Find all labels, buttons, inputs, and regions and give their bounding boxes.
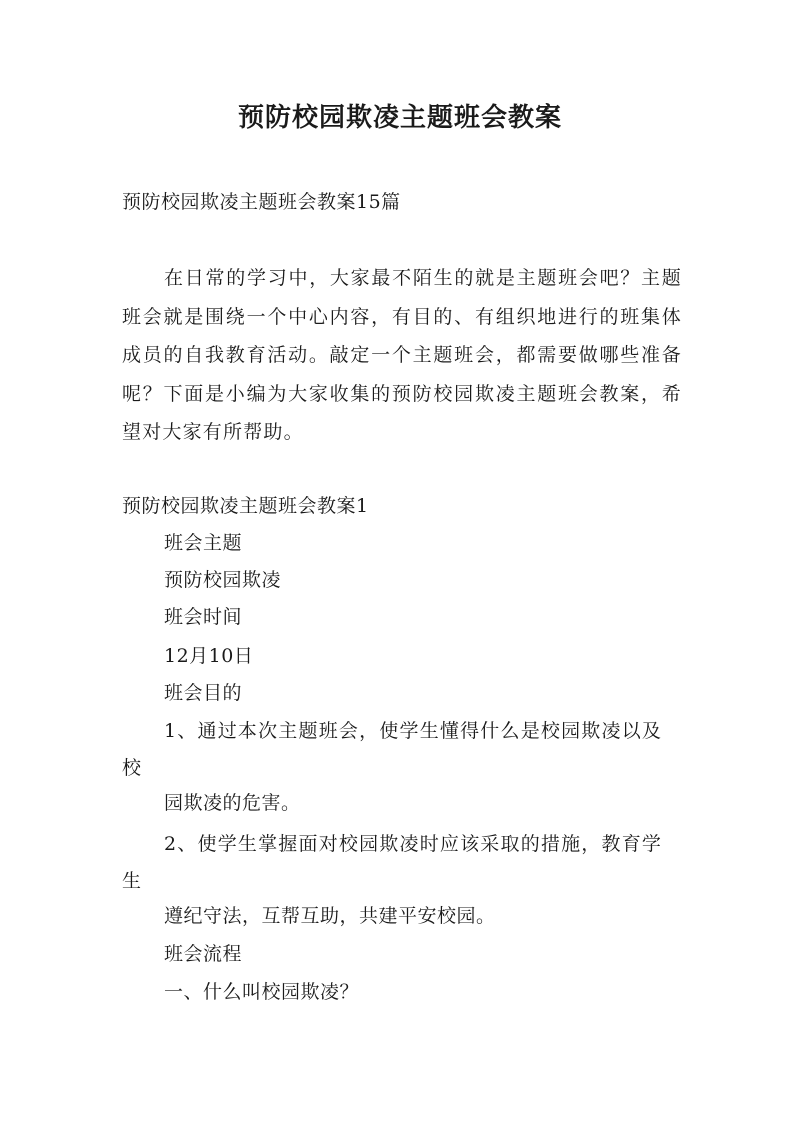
document-title: 预防校园欺凌主题班会教案 — [237, 103, 562, 133]
theme-value: 预防校园欺凌 — [164, 569, 282, 591]
goal-1-paragraph: 1、通过本次主题班会，使学生懂得什么是校园欺凌以及校 — [122, 720, 663, 779]
document-subtitle: 预防校园欺凌主题班会教案15篇 — [122, 191, 401, 213]
goal-label: 班会目的 — [164, 682, 243, 704]
process-label: 班会流程 — [164, 943, 243, 965]
time-value: 12月10日 — [164, 645, 254, 667]
theme-label: 班会主题 — [164, 532, 243, 554]
process-item-1: 一、什么叫校园欺凌？ — [164, 981, 360, 1003]
goal-2-continuation: 遵纪守法，互帮互助，共建平安校园。 — [164, 905, 496, 927]
goal-1-continuation: 园欺凌的危害。 — [164, 792, 301, 814]
section-heading: 预防校园欺凌主题班会教案1 — [122, 495, 369, 517]
intro-paragraph: 在日常的学习中，大家最不陌生的就是主题班会吧？主题班会就是围绕一个中心内容，有目的、有组织地进行的班集体成员的自我教育活动。敲定一个主题班会，都需要做哪些准备呢？下面是小编为大家收集的预防校园欺凌主题班会教案，希望对大家有所帮助。 — [122, 267, 682, 444]
time-label: 班会时间 — [164, 606, 243, 628]
goal-2-paragraph: 2、使学生掌握面对校园欺凌时应该采取的措施，教育学生 — [122, 833, 663, 892]
